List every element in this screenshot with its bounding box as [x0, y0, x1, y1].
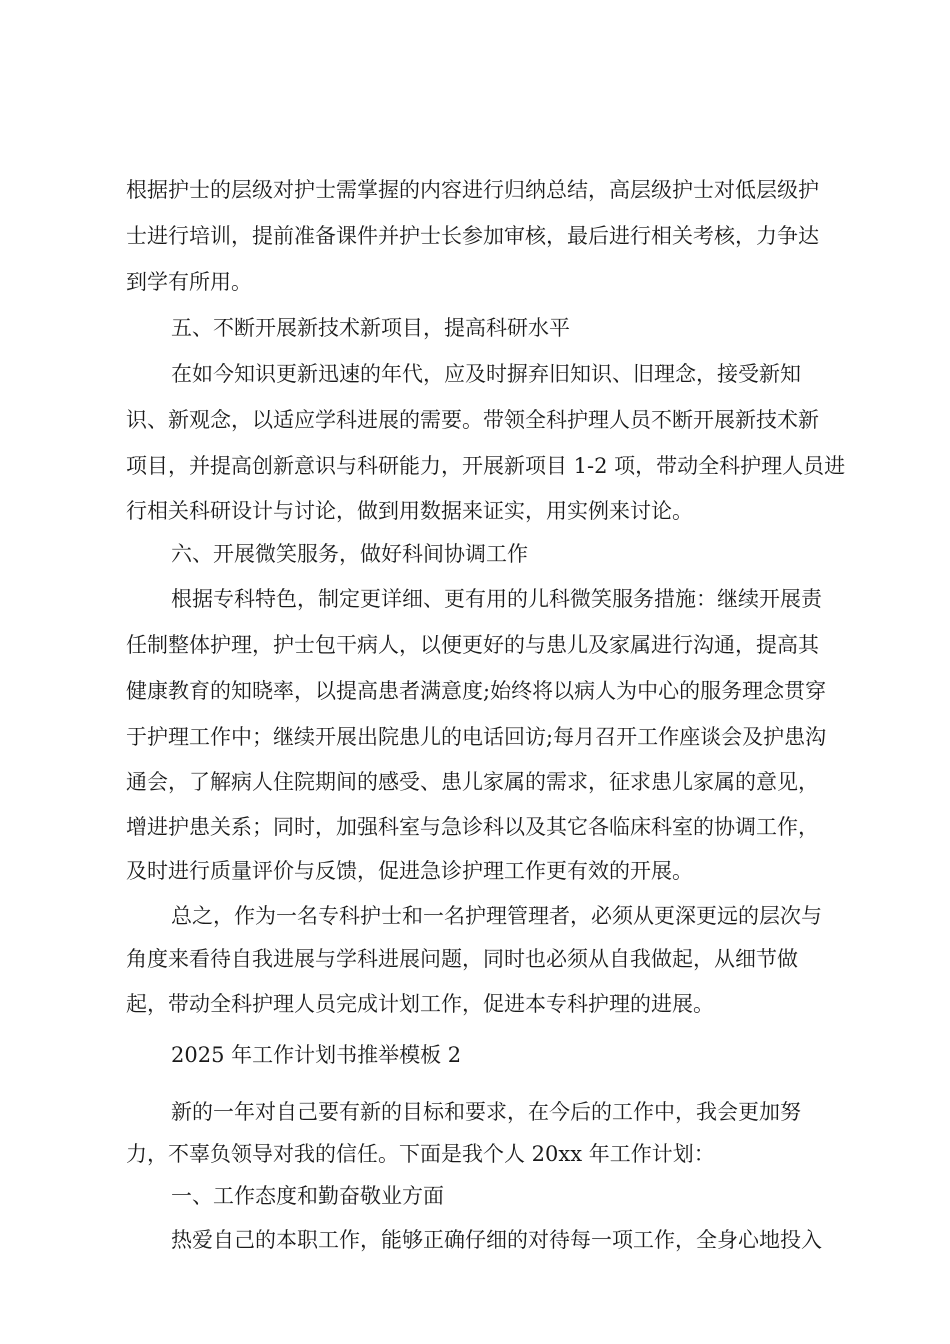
paragraph-line: 增进护患关系；同时，加强科室与急诊科以及其它各临床科室的协调工作， [126, 815, 819, 839]
paragraph-line: 总之，作为一名专科护士和一名护理管理者，必须从更深更远的层次与 [171, 904, 822, 928]
section-heading: 五、不断开展新技术新项目，提高科研水平 [171, 316, 570, 340]
paragraph-line: 角度来看待自我进展与学科进展问题，同时也必须从自我做起，从细节做 [126, 947, 798, 971]
document-title: 2025 年工作计划书推举模板 2 [171, 1043, 462, 1067]
paragraph-line: 及时进行质量评价与反馈，促进急诊护理工作更有效的开展。 [126, 859, 693, 883]
paragraph-line: 健康教育的知晓率，以提高患者满意度;始终将以病人为中心的服务理念贯穿 [126, 679, 827, 703]
paragraph-line: 项目，并提高创新意识与科研能力，开展新项目 1-2 项，带动全科护理人员进 [126, 454, 846, 478]
paragraph-line: 识、新观念，以适应学科进展的需要。带领全科护理人员不断开展新技术新 [126, 408, 819, 432]
paragraph-line: 于护理工作中；继续开展出院患儿的电话回访;每月召开工作座谈会及护患沟 [126, 725, 827, 749]
paragraph-line: 新的一年对自己要有新的目标和要求，在今后的工作中，我会更加努 [171, 1100, 801, 1124]
paragraph-line: 起，带动全科护理人员完成计划工作，促进本专科护理的进展。 [126, 992, 714, 1016]
section-heading: 一、工作态度和勤奋敬业方面 [171, 1184, 444, 1208]
section-heading: 六、开展微笑服务，做好科间协调工作 [171, 542, 528, 566]
paragraph-line: 士进行培训，提前准备课件并护士长参加审核，最后进行相关考核，力争达 [126, 224, 819, 248]
paragraph-line: 任制整体护理，护士包干病人，以便更好的与患儿及家属进行沟通，提高其 [126, 633, 819, 657]
paragraph-line: 通会，了解病人住院期间的感受、患儿家属的需求，征求患儿家属的意见， [126, 770, 819, 794]
paragraph-line: 热爱自己的本职工作，能够正确仔细的对待每一项工作，全身心地投入 [171, 1228, 822, 1252]
paragraph-line: 根据护士的层级对护士需掌握的内容进行归纳总结，高层级护士对低层级护 [126, 178, 819, 202]
paragraph-line: 行相关科研设计与讨论，做到用数据来证实，用实例来讨论。 [126, 499, 693, 523]
paragraph-line: 在如今知识更新迅速的年代，应及时摒弃旧知识、旧理念，接受新知 [171, 362, 801, 386]
paragraph-line: 力，不辜负领导对我的信任。下面是我个人 20xx 年工作计划： [126, 1142, 715, 1166]
paragraph-line: 根据专科特色，制定更详细、更有用的儿科微笑服务措施：继续开展责 [171, 587, 822, 611]
paragraph-line: 到学有所用。 [126, 270, 252, 294]
